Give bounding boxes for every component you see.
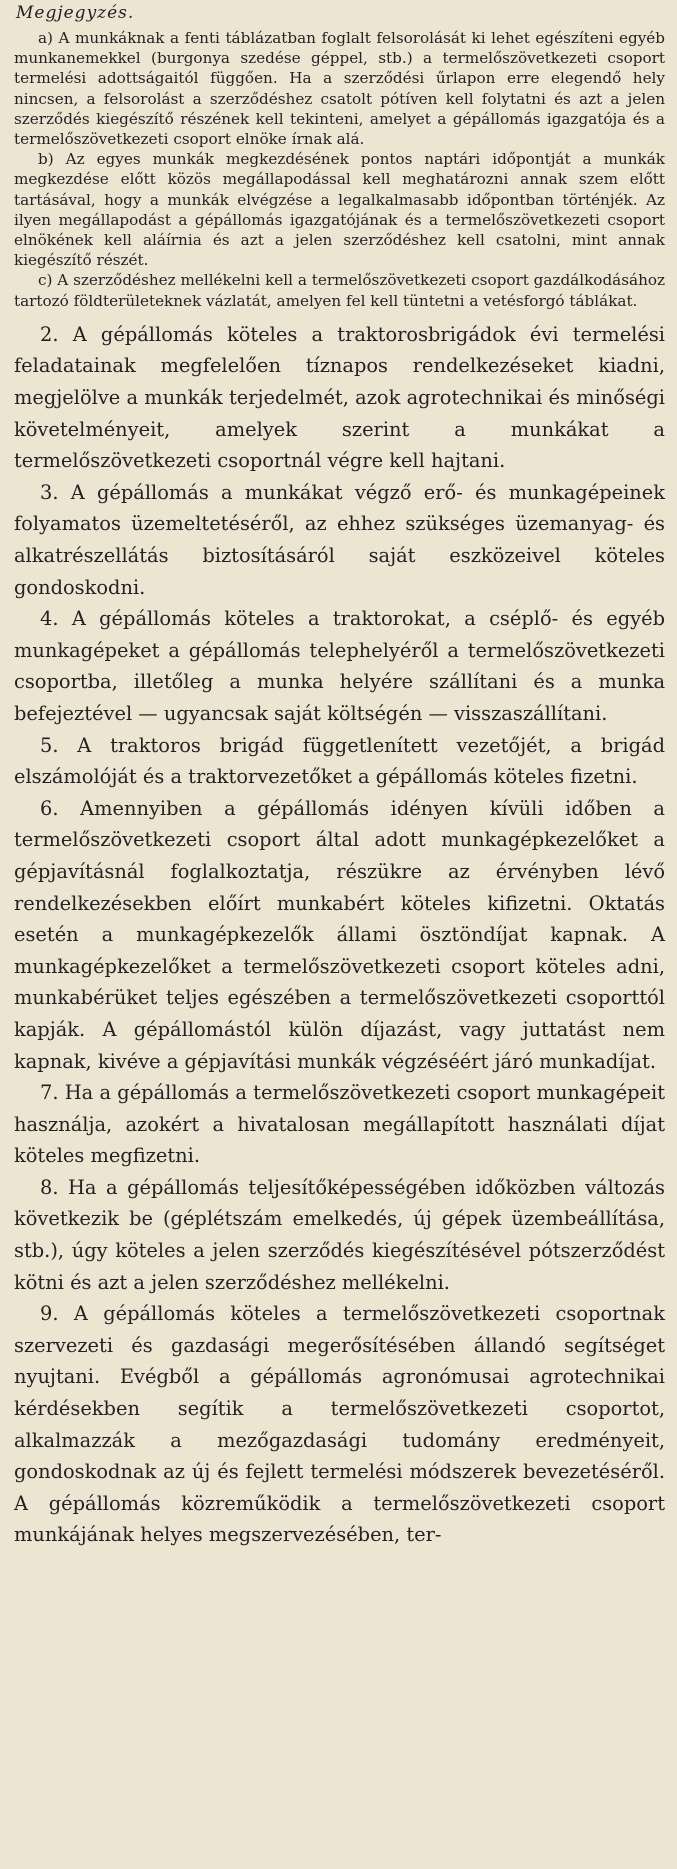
numbered-paragraphs: [14, 319, 665, 1551]
paragraph-6: 6. Amennyiben a gépállomás idényen kívüli időben a termelőszövetkezeti csoport által adott munkagépkezelőket a gépjavításnál foglalkoztatja, részükre az érvényben lévő rendelkezésekben előírt munkabért köteles kifizetni. Oktatás esetén a munkagépkezelők állami ösztöndíjat kapnak. A munkagépkezelőket a termelőszövetkezeti csoport köteles adni, munkabérüket teljes egészében a termelőszövetkezeti csoporttól kapják. A gépállomástól külön díjazást, vagy juttatást nem kapnak, kivéve a gépjavítási munkák végzéséért járó munkadíjat.: [14, 796, 665, 1073]
note-c: c) A szerződéshez mellékelni kell a termelőszövetkezeti csoport gazdálkodásához tartozó földterületeknek vázlatát, amelyen fel kell tüntetni a vetésforgó táblákat.: [14, 271, 665, 310]
paragraph-2: 2. A gépállomás köteles a traktorosbrigádok évi termelési feladatainak megfelelően tíznapos rendelkezéseket kiadni, megjelölve a munkák terjedelmét, azok agrotechnikai és minőségi követelményeit, amelyek szerint a munkákat a termelőszövetkezeti csoportnál végre kell hajtani.: [14, 322, 665, 473]
paragraph-8: 8. Ha a gépállomás teljesítőképességében időközben változás következik be (géplétszám emelkedés, új gépek üzembeállítása, stb.), úgy köteles a jelen szerződés kiegészítésével pótszerződést kötni és azt a jelen szerződéshez mellékelni.: [14, 1175, 665, 1294]
paragraph-7: 7. Ha a gépállomás a termelőszövetkezeti csoport munkagépeit használja, azokért a hivatalosan megállapított használati díjat köteles megfizetni.: [14, 1081, 665, 1168]
note-a: a) A munkáknak a fenti táblázatban foglalt felsorolását ki lehet egészíteni egyéb munkanemekkel (burgonya szedése géppel, stb.) a termelőszövetkezeti csoport termelési adottságaitól függően. Ha a szerződési űrlapon erre elegendő hely nincsen, a felsorolást a szerződéshez csatolt pótíven kell folytatni és azt a jelen szerződés kiegészítő részének kell tekinteni, amelyet a gépállomás igazgatója és a termelőszövetkezeti csoport elnöke írnak alá.: [14, 29, 665, 149]
notes-heading: Megjegyzés.: [16, 3, 135, 23]
paragraph-4: 4. A gépállomás köteles a traktorokat, a cséplő- és egyéb munkagépeket a gépállomás telephelyéről a termelőszövetkezeti csoportba, illetőleg a munka helyére szállítani és a munka befejeztével — ugyancsak saját költségén — visszaszállítani.: [14, 607, 665, 725]
notes-section: [14, 28, 665, 311]
paragraph-5: 5. A traktoros brigád függetlenített vezetőjét, a brigád elszámolóját és a traktorvezetőket a gépállomás köteles fizetni.: [14, 733, 665, 789]
paragraph-9: 9. A gépállomás köteles a termelőszövetkezeti csoportnak szervezeti és gazdasági megerősítésében állandó segítséget nyujtani. Evégből a gépállomás agronómusai agrotechnikai kérdésekben segítik a termelőszövetkezeti csoportot, alkalmazzák a mezőgazdasági tudomány eredményeit, gondoskodnak az új és fejlett termelési módszerek bevezetéséről. A gépállomás közreműködik a termelőszövetkezeti csoport munkájának helyes megszervezésében, ter-: [14, 1302, 665, 1547]
paragraph-3: 3. A gépállomás a munkákat végző erő- és munkagépeinek folyamatos üzemeltetéséről, az ehhez szükséges üzemanyag- és alkatrészellátás biztosításáról saját eszközeivel köteles gondoskodni.: [14, 480, 665, 599]
note-b: b) Az egyes munkák megkezdésének pontos naptári időpontját a munkák megkezdése előtt közös megállapodással kell meghatározni annak szem előtt tartásával, hogy a munkák elvégzése a legalkalmasabb időpontban történjék. Az ilyen megállapodást a gépállomás igazgatójának és a termelőszövetkezeti csoport elnökének kell aláírnia és azt a jelen szerződéshez kell csatolni, mint annak kiegészítő részét.: [14, 150, 665, 270]
